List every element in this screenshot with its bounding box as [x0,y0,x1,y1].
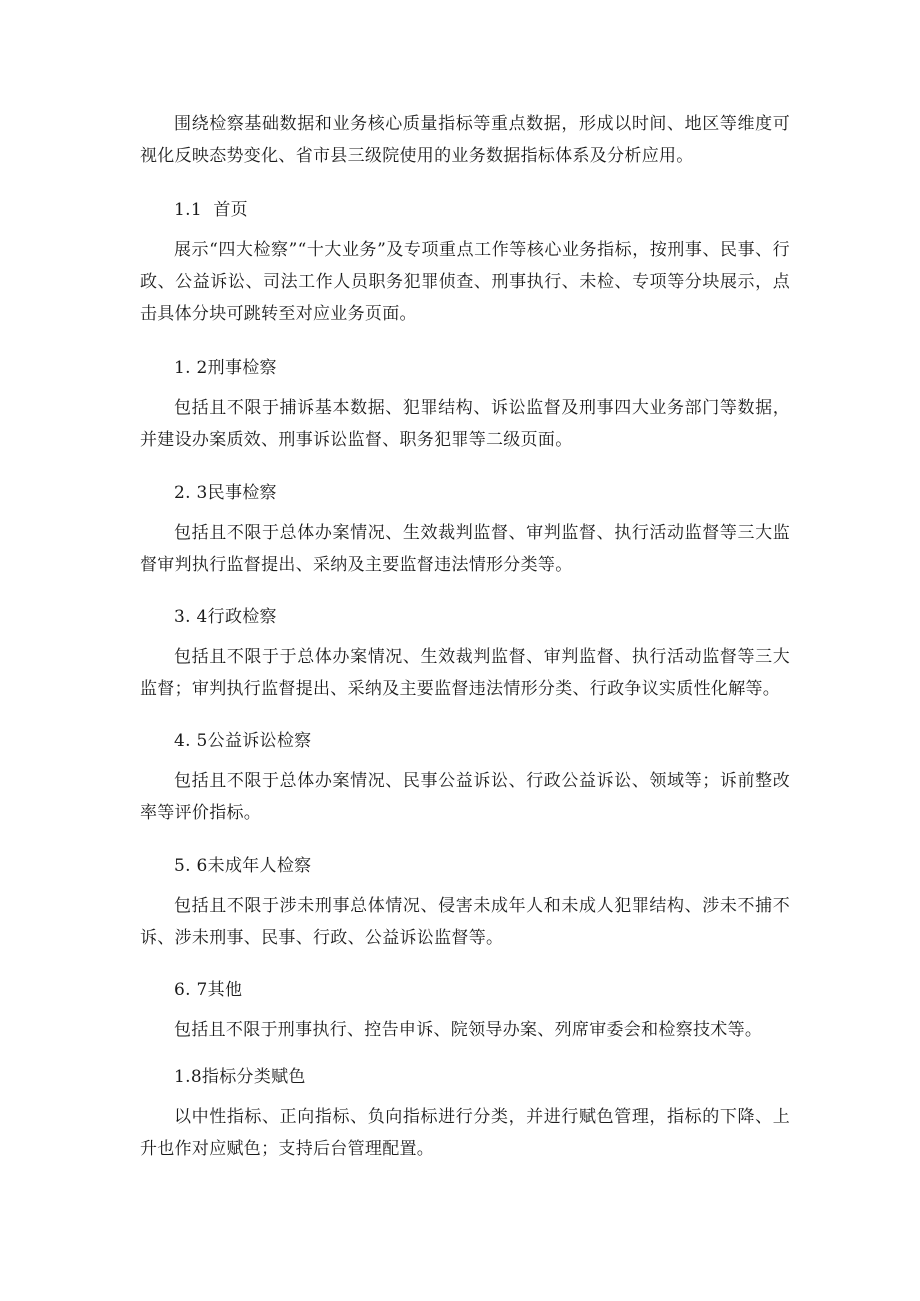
section-heading-public-interest: 4. 5公益诉讼检察 [174,731,312,751]
section-body-other: 包括且不限于刑事执行、控告申诉、院领导办案、列席审委会和检察技术等。 [174,1020,763,1040]
section-body-home: 展示“四大检察”“十大业务”及专项重点工作等核心业务指标，按刑事、民事、行政、公益诉讼、司法工作人员职务犯罪侦查、刑事执行、未检、专项等分块展示，点击具体分块可跳转至对应业务页面。 [140,240,790,324]
section-heading-indicator-coloring: 1.8指标分类赋色 [174,1067,306,1087]
section-heading-administrative: 3. 4行政检察 [174,607,277,627]
section-heading-home: 1.1 首页 [174,200,248,220]
section-body-civil: 包括且不限于总体办案情况、生效裁判监督、审判监督、执行活动监督等三大监督审判执行监督提出、采纳及主要监督违法情形分类等。 [140,523,790,575]
section-body-criminal: 包括且不限于捕诉基本数据、犯罪结构、诉讼监督及刑事四大业务部门等数据，并建设办案质效、刑事诉讼监督、职务犯罪等二级页面。 [140,398,790,450]
section-heading-minors: 5. 6未成年人检察 [174,856,312,876]
intro-paragraph: 围绕检察基础数据和业务核心质量指标等重点数据，形成以时间、地区等维度可视化反映态势变化、省市县三级院使用的业务数据指标体系及分析应用。 [140,114,790,166]
section-heading-civil: 2. 3民事检察 [174,483,277,503]
section-body-indicator-coloring: 以中性指标、正向指标、负向指标进行分类，并进行赋色管理，指标的下降、上升也作对应赋色；支持后台管理配置。 [140,1107,790,1159]
section-body-public-interest: 包括且不限于总体办案情况、民事公益诉讼、行政公益诉讼、领域等；诉前整改率等评价指标。 [140,771,790,823]
section-heading-other: 6. 7其他 [174,980,243,1000]
section-body-minors: 包括且不限于涉未刑事总体情况、侵害未成年人和未成人犯罪结构、涉未不捕不诉、涉未刑事、民事、行政、公益诉讼监督等。 [140,896,790,948]
section-heading-criminal: 1. 2刑事检察 [174,358,277,378]
section-body-administrative: 包括且不限于于总体办案情况、生效裁判监督、审判监督、执行活动监督等三大监督；审判执行监督提出、采纳及主要监督违法情形分类、行政争议实质性化解等。 [140,647,790,699]
